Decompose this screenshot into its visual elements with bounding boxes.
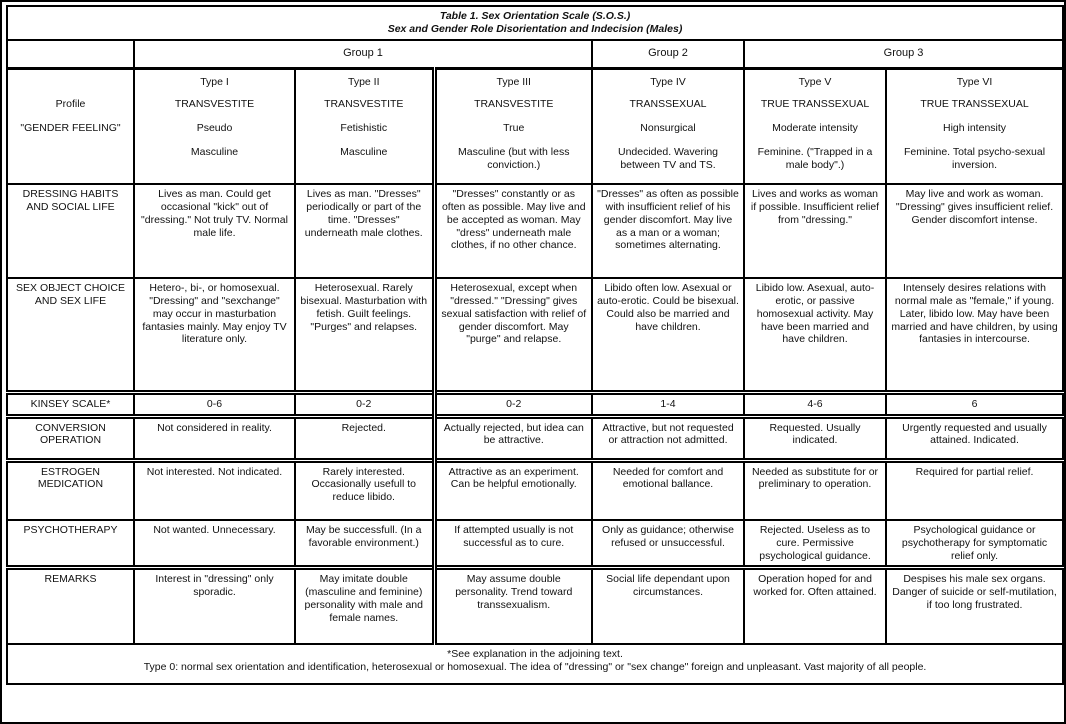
table-row-sex-object bbox=[7, 278, 1063, 392]
table-cell: Heterosexual, except when "dressed." "Dressing" gives sexual satisfaction with relief of gender discomfort. May "purge" and relapse. bbox=[434, 278, 592, 392]
table-cell: 0-2 bbox=[295, 392, 434, 416]
gender-feeling-label: "GENDER FEELING" bbox=[7, 116, 134, 140]
type-3-subtype: True bbox=[434, 116, 592, 140]
table-row-estrogen-medication bbox=[7, 460, 1063, 520]
group-1-header: Group 1 bbox=[134, 40, 592, 68]
table-cell: Intensely desires relations with normal male as "female," if young. Later, libido low. May have been married and have children, by using fantasies in intercourse. bbox=[886, 278, 1063, 392]
table-cell: Social life dependant upon circumstances. bbox=[592, 568, 744, 644]
type-2-name: TRANSVESTITE bbox=[295, 92, 434, 116]
table-cell: Hetero-, bi-, or homosexual. "Dressing" and "sexchange" may occur in masturbation fantasies mainly. May enjoy TV literature only. bbox=[134, 278, 295, 392]
type-6-subtype: High intensity bbox=[886, 116, 1063, 140]
table-cell: Needed for comfort and emotional ballance. bbox=[592, 460, 744, 520]
type-5-subtype: Moderate intensity bbox=[744, 116, 886, 140]
footnote-type-0: Type 0: normal sex orientation and identification, heterosexual or homosexual. The idea of "dressing" or "sex change" foreign and unpleasant. Vast majority of all people. bbox=[143, 660, 927, 673]
footnotes bbox=[7, 644, 1063, 684]
table-cell: Libido low. Asexual, auto-erotic, or passive homosexual activity. May have been married and have children. bbox=[744, 278, 886, 392]
type-3-name: TRANSVESTITE bbox=[434, 92, 592, 116]
type-5-feeling: Feminine. ("Trapped in a male body".) bbox=[744, 140, 886, 184]
table-cell: Despises his male sex organs. Danger of suicide or self-mutilation, if too long frustrated. bbox=[886, 568, 1063, 644]
table-row-dressing-habits bbox=[7, 184, 1063, 278]
table-cell: If attempted usually is not successful as to cure. bbox=[434, 520, 592, 568]
table-cell: Operation hoped for and worked for. Often attained. bbox=[744, 568, 886, 644]
footnote-row bbox=[7, 644, 1063, 684]
gender-feeling-spacer bbox=[7, 140, 134, 184]
row-label: CONVERSION OPERATION bbox=[7, 416, 134, 460]
type-2-subtype: Fetishistic bbox=[295, 116, 434, 140]
gender-feeling-row bbox=[7, 140, 1063, 184]
table-cell: "Dresses" as often as possible with insufficient relief of his gender discomfort. May live as a man or a woman; sometimes alternating. bbox=[592, 184, 744, 278]
table-cell: 4-6 bbox=[744, 392, 886, 416]
type-3-feeling: Masculine (but with less conviction.) bbox=[434, 140, 592, 184]
table-cell: 0-2 bbox=[434, 392, 592, 416]
row-label: SEX OBJECT CHOICE AND SEX LIFE bbox=[7, 278, 134, 392]
table-cell: Psychological guidance or psychotherapy for symptomatic relief only. bbox=[886, 520, 1063, 568]
type-row-spacer bbox=[7, 68, 134, 92]
table-cell: May assume double personality. Trend toward transsexualism. bbox=[434, 568, 592, 644]
title-line2: Sex and Gender Role Disorientation and Indecision (Males) bbox=[387, 22, 683, 35]
group-2-header: Group 2 bbox=[592, 40, 744, 68]
table-cell: Rarely interested. Occasionally usefull to reduce libido. bbox=[295, 460, 434, 520]
table-cell: Not considered in reality. bbox=[134, 416, 295, 460]
type-5-name: TRUE TRANSSEXUAL bbox=[744, 92, 886, 116]
table-cell: 6 bbox=[886, 392, 1063, 416]
row-label: REMARKS bbox=[7, 568, 134, 644]
table-cell: Only as guidance; otherwise refused or unsuccessful. bbox=[592, 520, 744, 568]
page-title bbox=[7, 6, 1063, 40]
table-cell: Interest in "dressing" only sporadic. bbox=[134, 568, 295, 644]
profile-label: Profile bbox=[7, 92, 134, 116]
group-header-spacer bbox=[7, 40, 134, 68]
profile-name-row bbox=[7, 92, 1063, 116]
type-row bbox=[7, 68, 1063, 92]
title-row bbox=[7, 6, 1063, 40]
subtype-row bbox=[7, 116, 1063, 140]
type-2-label: Type II bbox=[295, 68, 434, 92]
footnote-asterisk: *See explanation in the adjoining text. bbox=[447, 647, 623, 660]
table-cell: Not wanted. Unnecessary. bbox=[134, 520, 295, 568]
table-cell: Attractive as an experiment. Can be helpful emotionally. bbox=[434, 460, 592, 520]
type-4-name: TRANSSEXUAL bbox=[592, 92, 744, 116]
table-cell: "Dresses" constantly or as often as possible. May live and be accepted as woman. May "dress" underneath male clothes, if no other chance. bbox=[434, 184, 592, 278]
table-cell: Heterosexual. Rarely bisexual. Masturbation with fetish. Guilt feelings. "Purges" and relapses. bbox=[295, 278, 434, 392]
table-cell: Required for partial relief. bbox=[886, 460, 1063, 520]
table-cell: 0-6 bbox=[134, 392, 295, 416]
table-cell: 1-4 bbox=[592, 392, 744, 416]
table-cell: Requested. Usually indicated. bbox=[744, 416, 886, 460]
type-4-feeling: Undecided. Wavering between TV and TS. bbox=[592, 140, 744, 184]
row-label: KINSEY SCALE* bbox=[7, 392, 134, 416]
table-row-remarks bbox=[7, 568, 1063, 644]
table-cell: Lives as man. "Dresses" periodically or part of the time. "Dresses" underneath male clothes. bbox=[295, 184, 434, 278]
group-3-header: Group 3 bbox=[744, 40, 1063, 68]
type-2-feeling: Masculine bbox=[295, 140, 434, 184]
type-4-subtype: Nonsurgical bbox=[592, 116, 744, 140]
type-5-label: Type V bbox=[744, 68, 886, 92]
type-1-subtype: Pseudo bbox=[134, 116, 295, 140]
type-1-name: TRANSVESTITE bbox=[134, 92, 295, 116]
row-label: PSYCHOTHERAPY bbox=[7, 520, 134, 568]
table-cell: Lives as man. Could get occasional "kick" out of "dressing." Not truly TV. Normal male life. bbox=[134, 184, 295, 278]
table-cell: Needed as substitute for or preliminary to operation. bbox=[744, 460, 886, 520]
table-row-kinsey-scale bbox=[7, 392, 1063, 416]
table-row-conversion-operation bbox=[7, 416, 1063, 460]
table-cell: Rejected. bbox=[295, 416, 434, 460]
table-cell: Attractive, but not requested or attraction not admitted. bbox=[592, 416, 744, 460]
table-cell: May live and work as woman. "Dressing" gives insufficient relief. Gender discomfort intense. bbox=[886, 184, 1063, 278]
type-1-feeling: Masculine bbox=[134, 140, 295, 184]
title-line1: Table 1. Sex Orientation Scale (S.O.S.) bbox=[439, 10, 631, 22]
table-cell: Lives and works as woman if possible. Insufficient relief from "dressing." bbox=[744, 184, 886, 278]
table-cell: Rejected. Useless as to cure. Permissive psychological guidance. bbox=[744, 520, 886, 568]
row-label: DRESSING HABITS AND SOCIAL LIFE bbox=[7, 184, 134, 278]
type-6-name: TRUE TRANSSEXUAL bbox=[886, 92, 1063, 116]
type-6-feeling: Feminine. Total psycho-sexual inversion. bbox=[886, 140, 1063, 184]
table-cell: May be successfull. (In a favorable environment.) bbox=[295, 520, 434, 568]
type-4-label: Type IV bbox=[592, 68, 744, 92]
table-cell: Not interested. Not indicated. bbox=[134, 460, 295, 520]
group-header-row bbox=[7, 40, 1063, 68]
table-cell: May imitate double (masculine and feminine) personality with male and female names. bbox=[295, 568, 434, 644]
table-cell: Actually rejected, but idea can be attractive. bbox=[434, 416, 592, 460]
table-cell: Libido often low. Asexual or auto-erotic. Could be bisexual. Could also be married and have children. bbox=[592, 278, 744, 392]
type-3-label: Type III bbox=[434, 68, 592, 92]
type-6-label: Type VI bbox=[886, 68, 1063, 92]
type-1-label: Type I bbox=[134, 68, 295, 92]
row-label: ESTROGEN MEDICATION bbox=[7, 460, 134, 520]
table-row-psychotherapy bbox=[7, 520, 1063, 568]
sos-table bbox=[6, 5, 1064, 685]
table-cell: Urgently requested and usually attained. Indicated. bbox=[886, 416, 1063, 460]
